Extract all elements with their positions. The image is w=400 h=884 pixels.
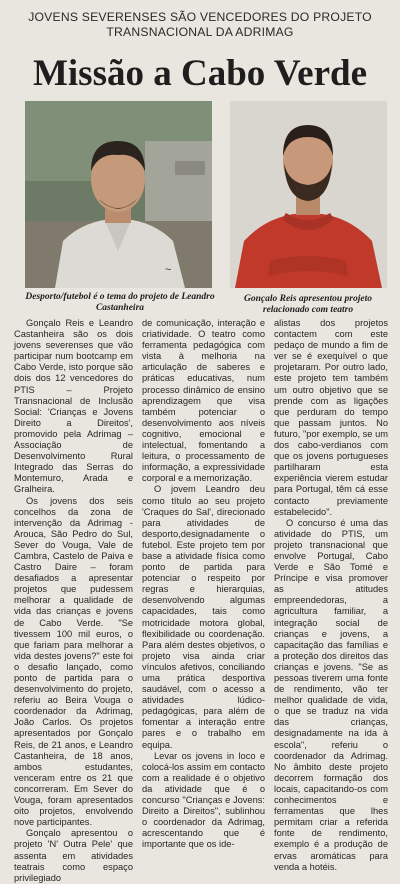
paragraph: Levar os jovens in loco e colocá-los assim em contacto com a realidade é o objetivo da atividade que é o concurso "Crianças e Jovens: Direito a Direitos", sublinhou o coordenador da Adrimag, acrescentando que é importante que os ide- [142, 750, 265, 850]
hoodie-print: ~ [165, 264, 172, 276]
paragraph: Gonçalo apresentou o projeto 'N' Outra Pele' que assenta em atividades teatrais como espaço privilegiado [14, 828, 133, 883]
article-column-3 [274, 318, 388, 872]
paragraph: O jovem Leandro deu como título ao seu projeto 'Craques do Sal', direcionado para atividades de desporto,designadamente o futebol. Este projeto tem por base a atividade física como ponto de partida para potenciar o respeito por regras e hierarquias, desenvolvendo algumas capacidades, tais como motricidade motora global, flexibilidade ou coordenação. Para além destes objetivos, o projeto visa ainda criar vínculos afetivos, conciliando uma prática desportiva saudável, com o acesso a atividades lúdico-pedagógicas, para além de fomentar a interação entre pares e o trabalho em equipa. [142, 484, 265, 750]
photo-leandro-castanheira [25, 101, 212, 288]
article-title: Missão a Cabo Verde [32, 53, 368, 94]
paragraph: de comunicação, interação e criatividade. O teatro como ferramenta pedagógica com vista à melhoria na articulação de saberes e práticas educativas, num processo dinâmico de ensino aprendizagem que visa também potenciar o desenvolvimento aos níveis cognitivo, emocional e intelectual, fomentando a leitura, o processamento de informação, a expressividade corporal e a memorização. [142, 318, 265, 484]
paragraph: O concurso é uma das atividade do PTIS, um projeto transnacional que envolve Portugal, Cabo Verde e São Tomé e Príncipe e visa promover as atitudes empreendedoras, a agricultura familiar, a integração social de crianças e jovens, a capacitação das famílias e a proteção dos direitos das crianças e jovens. "Se as pessoas tiverem uma fonte de rendimento, vão ter melhor qualidade de vida, o que se traduz na vida das crianças, designadamente na ida à escola", referiu o coordenador da Adrimag. No âmbito deste projeto decorrem formação dos locais, capacitando-os com conhecimentos e ferramentas que lhes permitam criar a referida fonte de rendimento, exemplo é a produção de ervas aromáticas para venda a hotéis. [274, 517, 388, 872]
article-column-2 [142, 318, 265, 850]
photo-goncalo-reis [230, 101, 387, 288]
paragraph: Gonçalo Reis e Leandro Castanheira são os dois jovens severenses que vão participar num bootcamp em Cabo Verde, isto porque são dois dos 12 vencedores do PTIS – Projeto Transnacional de Inclusão Social: 'Crianças e Jovens Direito a Direitos', promovido pela Adrimag – Associação de Desenvolvimento Rural Integrado das Serras do Montemuro, Arada e Gralheira. [14, 318, 133, 495]
paragraph: Os jovens dos seis concelhos da zona de intervenção da Adrimag - Arouca, São Pedro do Sul, Sever do Vouga, Vale de Cambra, Castelo de Paiva e Castro Daire – foram desafiados a apresentar projetos que pudessem melhorar a qualidade de vida das crianças e jovens de Cabo Verde. "Se tivessem 100 mil euros, o que fariam para melhorar a vida destes jovens?" este foi o desafio lançado, como ponto de partida para o desenvolvimento do projeto, referiu ao Beira Vouga o coordenador da Adrimag, João Carlos. Os projetos apresentados por Gonçalo Reis, de 21 anos, e Leandro Castanheira, de 18 anos, ambos estudantes, venceram entre os 21 que concorreram. Em Sever do Vouga, foram apresentados oito projetos, envolvendo nove participantes. [14, 495, 133, 828]
article-column-1 [14, 318, 133, 883]
photo-caption-right: Gonçalo Reis apresentou projeto relacionado com teatro [244, 294, 372, 315]
paragraph: alistas dos projetos contactem com este pedaço de mundo a fim de ver se é exequível o que projetaram. Por outro lado, este projeto tem também um outro objetivo que se prende com as ligações que perduram do tempo que passam juntos. No futuro, "por exemplo, se um dos cabo-verdianos com que os jovens portugueses partilharam esta experiência vierem estudar para Portugal, têm cá esse contacto previamente estabelecido". [274, 318, 388, 517]
article-kicker: JOVENS SEVERENSES SÃO VENCEDORES DO PROJETO TRANSNACIONAL DA ADRIMAG [28, 10, 372, 39]
photo-caption-left: Desporto/futebol é o tema do projeto de Leandro Castanheira [25, 292, 215, 313]
